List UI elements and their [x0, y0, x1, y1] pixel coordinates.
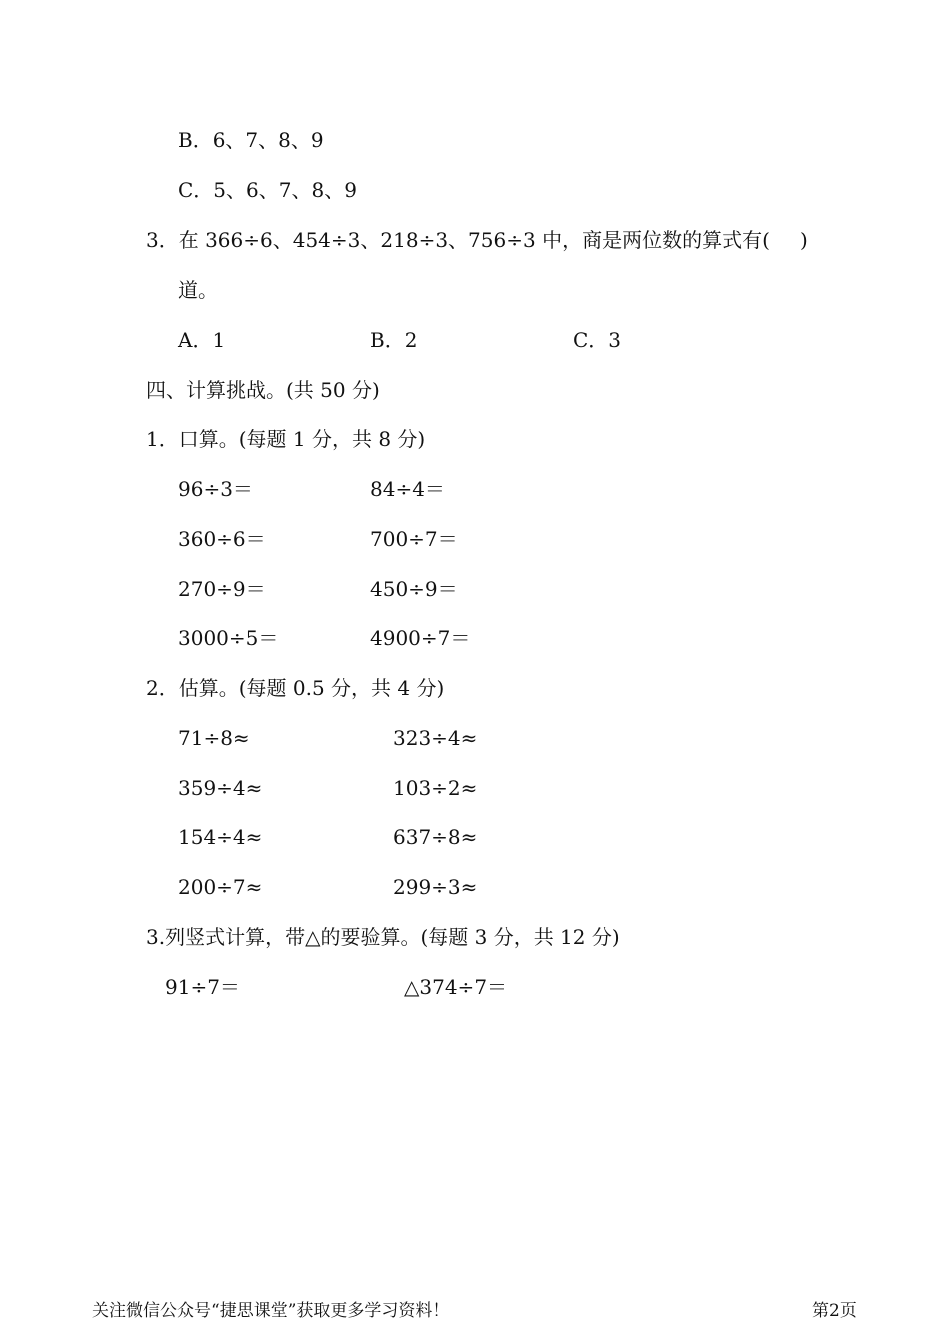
q3-stem-line1: 3．在 366÷6、454÷3、218÷3、756÷3 中，商是两位数的算式有(: [146, 228, 770, 252]
part2-item: 323÷4≈: [393, 726, 478, 750]
part3-title: 3.列竖式计算，带△的要验算。(每题 3 分，共 12 分): [146, 925, 620, 949]
part2-item: 359÷4≈: [178, 776, 263, 800]
part2-item: 103÷2≈: [393, 776, 478, 800]
footer-page-number: 第2页: [812, 1301, 857, 1321]
part1-item: 96÷3＝: [178, 477, 253, 501]
section4-heading: 四、计算挑战。(共 50 分): [146, 378, 380, 402]
part2-item: 71÷8≈: [178, 726, 250, 750]
q3-option-a: A．1: [178, 328, 226, 352]
part2-item: 299÷3≈: [393, 875, 478, 899]
part3-item: 91÷7＝: [165, 975, 240, 999]
q2-option-c: C．5、6、7、8、9: [178, 178, 357, 202]
part1-item: 3000÷5＝: [178, 626, 279, 650]
q3-stem-line2: 道。: [178, 278, 218, 302]
footer-promo: 关注微信公众号“捷思课堂”获取更多学习资料！: [92, 1301, 450, 1321]
part1-item: 360÷6＝: [178, 527, 266, 551]
part1-item: 84÷4＝: [370, 477, 445, 501]
part2-title: 2．估算。(每题 0.5 分，共 4 分): [146, 676, 445, 700]
q2-option-b: B．6、7、8、9: [178, 128, 324, 152]
part2-item: 154÷4≈: [178, 825, 263, 849]
q3-option-c: C．3: [573, 328, 622, 352]
q3-blank-close: ): [800, 228, 808, 252]
part3-item: △374÷7＝: [404, 975, 508, 999]
part1-item: 4900÷7＝: [370, 626, 471, 650]
q3-option-b: B．2: [370, 328, 418, 352]
part1-item: 700÷7＝: [370, 527, 458, 551]
part2-item: 200÷7≈: [178, 875, 263, 899]
part1-item: 450÷9＝: [370, 577, 458, 601]
part1-item: 270÷9＝: [178, 577, 266, 601]
part2-item: 637÷8≈: [393, 825, 478, 849]
part1-title: 1．口算。(每题 1 分，共 8 分): [146, 427, 426, 451]
